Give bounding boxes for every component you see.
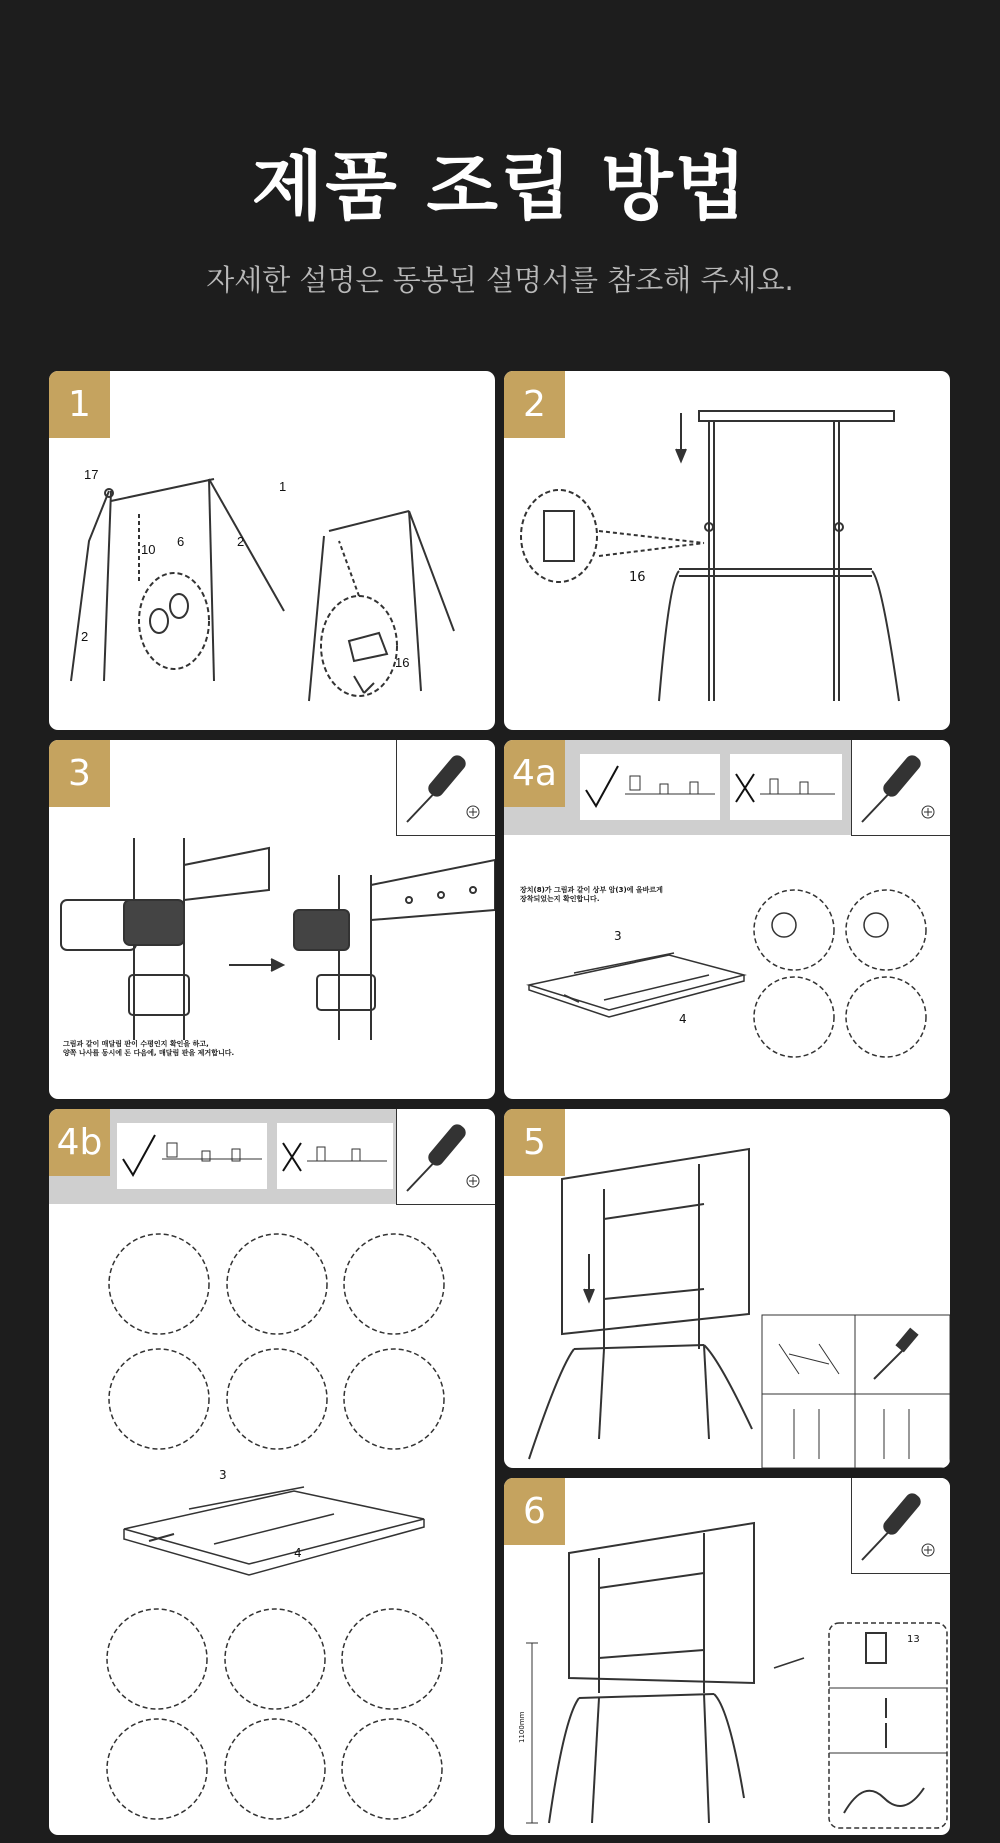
page-title: 제품 조립 방법 <box>251 144 749 230</box>
callout-6: 6 <box>177 534 185 549</box>
callout-3: 3 <box>219 1468 227 1482</box>
step-badge: 5 <box>504 1109 565 1176</box>
check-mark-icon <box>580 754 720 820</box>
callout-2a: 2 <box>237 534 245 549</box>
callout-2b: 2 <box>81 629 89 644</box>
step-1-panel <box>49 371 495 730</box>
correct-example <box>580 754 720 820</box>
step-badge: 2 <box>504 371 565 438</box>
step-badge: 1 <box>49 371 110 438</box>
callout-13: 13 <box>907 1634 920 1645</box>
cross-mark-icon <box>730 754 842 820</box>
callout-10: 10 <box>141 542 156 557</box>
step-1-illustration <box>49 371 495 730</box>
tool-box <box>396 1109 495 1205</box>
callout-16: 16 <box>395 655 410 670</box>
step-badge: 3 <box>49 740 110 807</box>
step-2-illustration <box>504 371 950 730</box>
step-badge: 6 <box>504 1478 565 1545</box>
screwdriver-icon <box>852 740 950 835</box>
wrong-example <box>277 1123 393 1189</box>
step-4b-illustration <box>49 1209 495 1829</box>
check-mark-icon <box>117 1123 267 1189</box>
step-5-illustration <box>504 1109 950 1468</box>
step-3-note: 그림과 같이 매달림 판이 수평인지 확인을 하고, 양쪽 나사를 동시에 돈 다음에, 매달림 판을 제거합니다. <box>63 1040 235 1057</box>
step-6-panel <box>504 1478 950 1835</box>
step-badge: 4b <box>49 1109 110 1176</box>
height-dimension: 1100mm <box>518 1711 526 1743</box>
callout-4: 4 <box>679 1012 687 1026</box>
callout-1: 1 <box>279 479 287 494</box>
callout-17: 17 <box>84 467 99 482</box>
step-badge: 4a <box>504 740 565 807</box>
page-subtitle: 자세한 설명은 동봉된 설명서를 참조해 주세요. <box>206 263 794 297</box>
step-4a-illustration <box>504 845 950 1095</box>
step-4b-panel <box>49 1109 495 1835</box>
step-6-illustration <box>504 1478 950 1835</box>
step-4a-panel <box>504 740 950 1099</box>
wrong-example <box>730 754 842 820</box>
step-5-panel <box>504 1109 950 1468</box>
callout-4: 4 <box>294 1546 302 1560</box>
step-4a-note: 장치(8)가 그림과 같이 상부 암(3)에 올바르게 장착되었는지 확인합니다. <box>520 886 663 903</box>
cross-mark-icon <box>277 1123 393 1189</box>
screwdriver-icon <box>397 1109 495 1204</box>
tool-box <box>851 740 950 836</box>
step-2-panel <box>504 371 950 730</box>
callout-16: 16 <box>629 570 646 585</box>
correct-example <box>117 1123 267 1189</box>
step-3-panel <box>49 740 495 1099</box>
callout-3: 3 <box>614 929 622 943</box>
